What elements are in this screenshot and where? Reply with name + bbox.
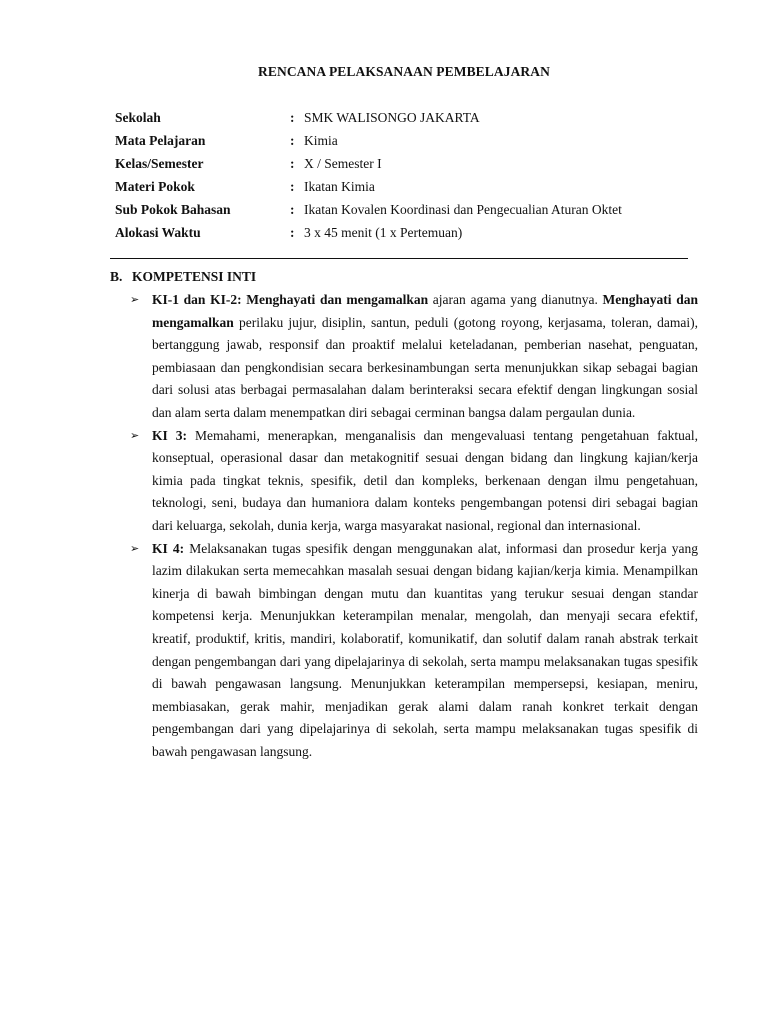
info-row-sekolah xyxy=(115,110,695,133)
info-label: Sekolah xyxy=(115,110,161,125)
info-label: Sub Pokok Bahasan xyxy=(115,202,231,217)
info-colon: : xyxy=(290,110,295,125)
section-letter: B. xyxy=(110,269,123,284)
info-table xyxy=(115,110,695,248)
ki-text xyxy=(152,538,698,764)
ki-item-4 xyxy=(130,538,698,764)
document-title: RENCANA PELAKSANAAN PEMBELAJARAN xyxy=(258,64,550,79)
ki-lead: KI 3: xyxy=(152,427,187,443)
info-label: Materi Pokok xyxy=(115,179,195,194)
ki-lead: KI-1 dan KI-2: Menghayati dan mengamalkan xyxy=(152,292,429,307)
info-row-kelas-semester xyxy=(115,156,695,179)
info-value: Kimia xyxy=(304,133,338,148)
info-value: Ikatan Kimia xyxy=(304,179,375,194)
info-value: X / Semester I xyxy=(304,156,382,171)
info-colon: : xyxy=(290,179,295,194)
section-title: KOMPETENSI INTI xyxy=(132,269,257,284)
info-label: Kelas/Semester xyxy=(115,156,204,171)
info-label: Alokasi Waktu xyxy=(115,225,201,240)
info-label: Mata Pelajaran xyxy=(115,133,206,148)
ki-list xyxy=(130,289,698,763)
info-colon: : xyxy=(290,133,295,148)
info-row-sub-pokok-bahasan xyxy=(115,202,695,225)
arrowhead-bullet-icon: ➢ xyxy=(130,429,140,442)
ki-body: ajaran agama yang dianutnya. xyxy=(428,292,603,307)
ki-bold-phrase: Menghayati dan mengamalkan xyxy=(152,292,698,330)
info-row-alokasi-waktu xyxy=(115,225,695,248)
section-heading xyxy=(110,269,256,285)
ki-lead: KI 4: xyxy=(152,540,185,556)
ki-item-3 xyxy=(130,425,698,538)
info-colon: : xyxy=(290,156,295,171)
info-value: 3 x 45 menit (1 x Pertemuan) xyxy=(304,225,463,240)
ki-body: Memahami, menerapkan, menganalisis dan mengevaluasi tentang pengetahuan faktual, konseptual, operasional dasar dan metakognitif sesuai dengan bidang dan lingkung kajian/kerja kimia pada tingkat teknis, spesifik, detil dan kompleks, berkenaan dengan ilmu pengetahuan, teknologi, seni, budaya dan humaniora dalam konteks pengembangan potensi diri sebagai bagian dari keluarga, sekolah, dunia kerja, warga masyarakat nasional, regional dan internasional. xyxy=(152,427,698,533)
ki-body: perilaku jujur, disiplin, santun, peduli (gotong royong, kerjasama, toleran, damai), bertanggung jawab, responsif dan proaktif melalui keteladanan, pemberian nasehat, penguatan, pembiasaan dan pengkondisian secara berkesinambungan serta menunjukkan sikap sebagai bagian dari solusi atas berbagai permasalahan dalam berinteraksi secara efektif dengan lingkungan sosial dan alam serta dalam menempatkan diri sebagai cerminan bangsa dalam pergaulan dunia. xyxy=(152,314,698,420)
arrowhead-bullet-icon: ➢ xyxy=(130,542,140,555)
info-row-mata-pelajaran xyxy=(115,133,695,156)
info-colon: : xyxy=(290,202,295,217)
info-value: Ikatan Kovalen Koordinasi dan Pengecualian Aturan Oktet xyxy=(304,202,622,217)
ki-text xyxy=(152,425,698,538)
ki-item-1-2 xyxy=(130,289,698,425)
horizontal-divider xyxy=(110,258,688,259)
arrowhead-bullet-icon: ➢ xyxy=(130,294,140,306)
info-row-materi-pokok xyxy=(115,179,695,202)
ki-body: Melaksanakan tugas spesifik dengan menggunakan alat, informasi dan prosedur kerja yang lazim dilakukan serta memecahkan masalah sesuai dengan bidang kajian/kerja kimia. Menampilkan kinerja di bawah bimbingan dengan mutu dan kuantitas yang terukur sesuai dengan standar kompetensi kerja. Menunjukkan keterampilan menalar, mengolah, dan menyaji secara efektif, kreatif, produktif, kritis, mandiri, kolaboratif, komunikatif, dan solutif dalam ranah abstrak terkait dengan pengembangan dari yang dipelajarinya di sekolah, serta mampu melaksanakan tugas spesifik di bawah pengawasan langsung. Menunjukkan keterampilan mempersepsi, kesiapan, meniru, membiasakan, gerak mahir, menjadikan gerak alami dalam ranah konkret terkait dengan pengembangan dari yang dipelajarinya di sekolah, serta mampu melaksanakan tugas spesifik di bawah pengawasan langsung. xyxy=(152,540,698,759)
ki-text xyxy=(152,289,698,425)
info-colon: : xyxy=(290,225,295,240)
info-value: SMK WALISONGO JAKARTA xyxy=(304,110,480,125)
